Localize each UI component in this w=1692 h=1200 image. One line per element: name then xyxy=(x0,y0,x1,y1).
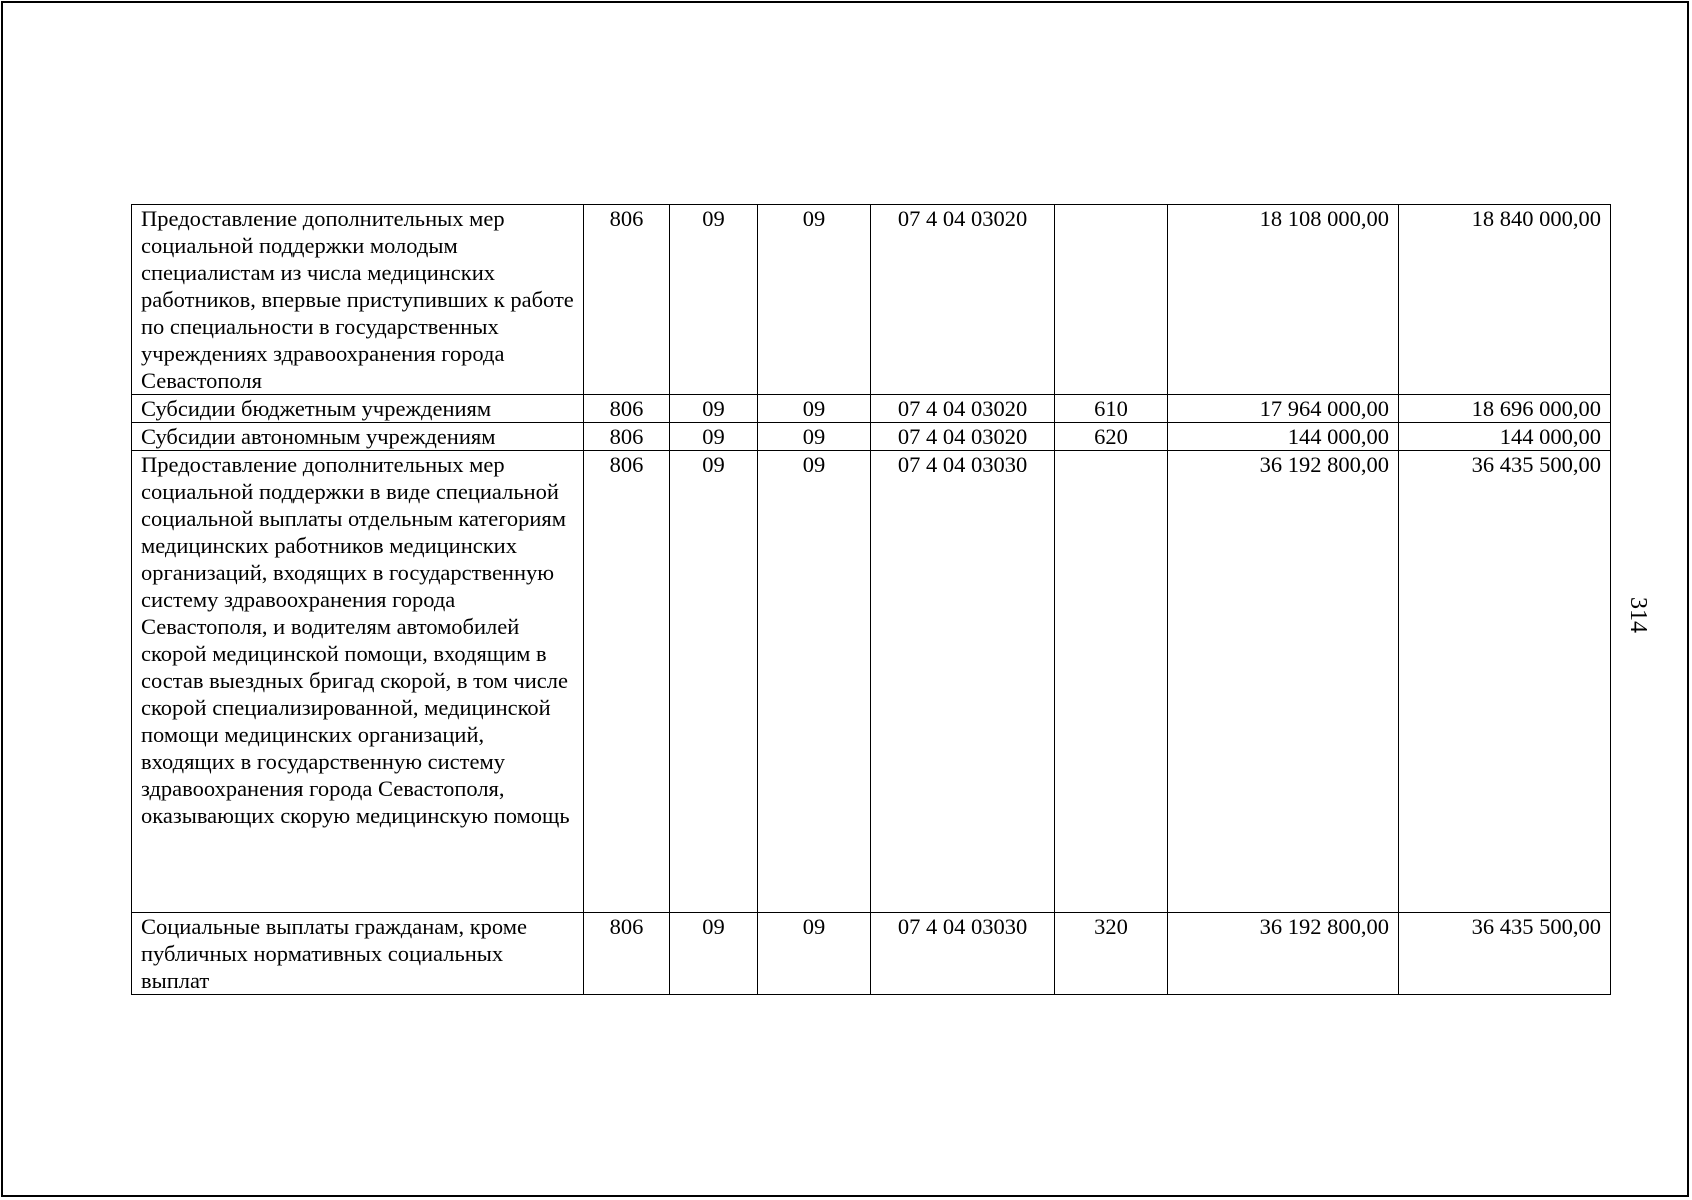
page-number: 314 xyxy=(1625,597,1651,633)
row-rz: 09 xyxy=(670,451,758,913)
row-name: Субсидии бюджетным учреждениям xyxy=(132,395,584,423)
row-rz: 09 xyxy=(670,423,758,451)
budget-table xyxy=(131,204,1611,995)
row-pr: 09 xyxy=(758,451,871,913)
row-rz: 09 xyxy=(670,205,758,395)
row-name: Предоставление дополнительных мер социальной поддержки молодым специалистам из числа медицинских работников, впервые приступивших к работе по специальности в государственных учреждениях здравоохранения города Севастополя xyxy=(132,205,584,395)
table-row xyxy=(132,451,1611,913)
row-csr: 07 4 04 03030 xyxy=(871,451,1055,913)
row-csr: 07 4 04 03030 xyxy=(871,913,1055,995)
table-row xyxy=(132,205,1611,395)
row-ved: 806 xyxy=(584,451,670,913)
row-csr: 07 4 04 03020 xyxy=(871,395,1055,423)
row-vr: 620 xyxy=(1055,423,1168,451)
row-ved: 806 xyxy=(584,205,670,395)
row-sum-2: 36 435 500,00 xyxy=(1399,913,1611,995)
row-sum-1: 18 108 000,00 xyxy=(1168,205,1399,395)
row-vr xyxy=(1055,451,1168,913)
row-name: Предоставление дополнительных мер социальной поддержки в виде специальной социальной выплаты отдельным категориям медицинских работников медицинских организаций, входящих в государственную систему здравоохранения города Севастополя, и водителям автомобилей скорой медицинской помощи, входящим в состав выездных бригад скорой, в том числе скорой специализированной, медицинской помощи медицинских организаций, входящих в государственную систему здравоохранения города Севастополя, оказывающих скорую медицинскую помощь xyxy=(132,451,584,913)
row-vr: 610 xyxy=(1055,395,1168,423)
row-ved: 806 xyxy=(584,913,670,995)
row-sum-1: 36 192 800,00 xyxy=(1168,451,1399,913)
table-row xyxy=(132,913,1611,995)
row-name: Субсидии автономным учреждениям xyxy=(132,423,584,451)
table-row xyxy=(132,395,1611,423)
row-ved: 806 xyxy=(584,395,670,423)
row-sum-1: 17 964 000,00 xyxy=(1168,395,1399,423)
row-vr xyxy=(1055,205,1168,395)
row-pr: 09 xyxy=(758,423,871,451)
table-row xyxy=(132,423,1611,451)
row-pr: 09 xyxy=(758,395,871,423)
row-pr: 09 xyxy=(758,205,871,395)
row-sum-2: 18 696 000,00 xyxy=(1399,395,1611,423)
row-sum-1: 36 192 800,00 xyxy=(1168,913,1399,995)
row-vr: 320 xyxy=(1055,913,1168,995)
row-pr: 09 xyxy=(758,913,871,995)
row-ved: 806 xyxy=(584,423,670,451)
row-sum-2: 36 435 500,00 xyxy=(1399,451,1611,913)
row-sum-2: 18 840 000,00 xyxy=(1399,205,1611,395)
row-rz: 09 xyxy=(670,913,758,995)
row-sum-2: 144 000,00 xyxy=(1399,423,1611,451)
row-csr: 07 4 04 03020 xyxy=(871,423,1055,451)
row-rz: 09 xyxy=(670,395,758,423)
row-csr: 07 4 04 03020 xyxy=(871,205,1055,395)
row-name: Социальные выплаты гражданам, кроме публичных нормативных социальных выплат xyxy=(132,913,584,995)
row-sum-1: 144 000,00 xyxy=(1168,423,1399,451)
